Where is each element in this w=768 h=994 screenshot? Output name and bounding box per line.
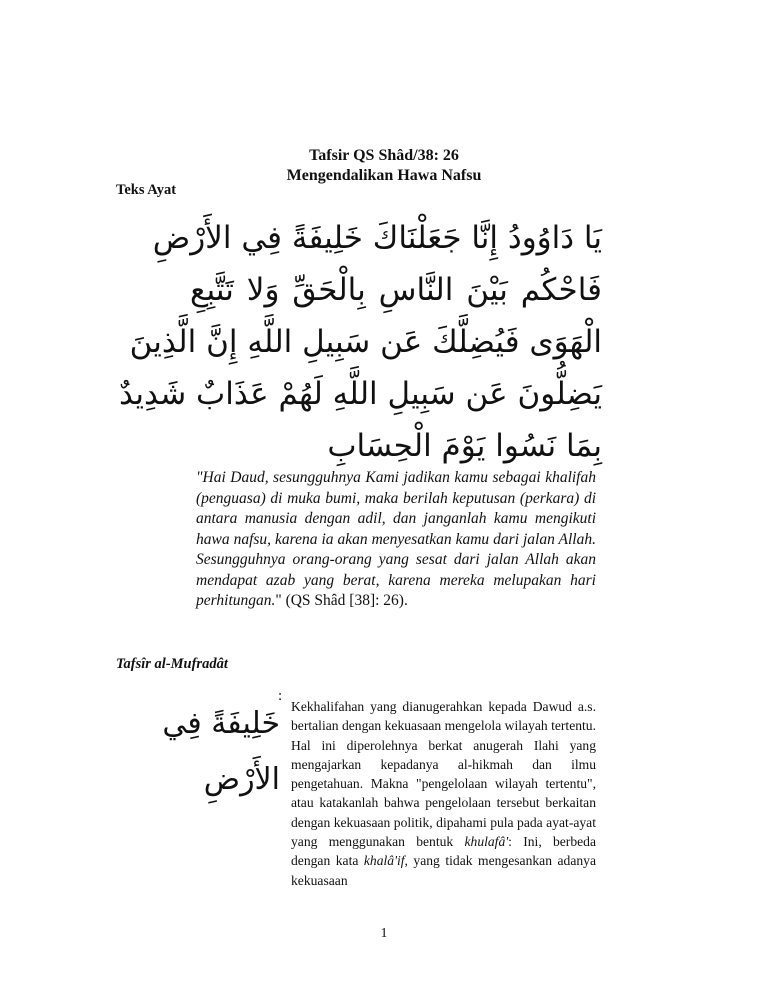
mufradat-term-line-2: الأَرْضِ <box>203 762 280 797</box>
arabic-verse-line-4: يَضِلُّونَ عَن سَبِيلِ اللَّهِ لَهُمْ عَذَابٌ شَدِيدٌ <box>119 376 602 412</box>
arabic-verse-line-5: بِمَا نَسُوا يَوْمَ الْحِسَابِ <box>327 428 602 464</box>
title-line-2: Mengendalikan Hawa Nafsu <box>286 167 482 184</box>
arabic-verse-line-1: يَا دَاوُودُ إِنَّا جَعَلْنَاكَ خَلِيفَةً فِي الأَرْضِ <box>152 220 602 256</box>
term-colon: : <box>278 688 283 704</box>
arabic-verse-line-3: الْهَوَى فَيُضِلَّكَ عَن سَبِيلِ اللَّهِ إِنَّ الَّذِينَ <box>129 324 602 360</box>
translation-close-quote: " <box>275 592 282 609</box>
explanation-text-2: : Ini, berbeda dengan kata <box>291 834 597 869</box>
title-line-1: Tafsir QS Shâd/38: 26 <box>309 147 459 164</box>
document-title <box>200 146 568 186</box>
arabic-verse-line-2: فَاحْكُم بَيْنَ النَّاسِ بِالْحَقِّ وَلا تَتَّبِعِ <box>190 272 602 308</box>
section-label-teks-ayat: Teks Ayat <box>116 182 177 198</box>
arabic-verse <box>119 212 602 472</box>
mufradat-term-line-1: خَلِيفَةً فِي <box>162 706 280 741</box>
explanation-term-khalaif: khalâ'if <box>363 853 405 869</box>
section-label-tafsir-mufradat: Tafsîr al-Mufradât <box>116 656 228 672</box>
explanation-text-1: Kekhalifahan yang dianugerahkan kepada Dawud a.s. bertalian dengan kekuasaan mengelola wilayah tertentu. Hal ini diperolehnya berkat anugerah Ilahi yang mengajarkan kepadanya al-hikmah dan ilmu pengetahuan. Makna "pengelolaan wilayah tertentu", atau katakanlah bahwa pengelolaan tersebut berkaitan dengan kekuasaan politik, dipahami pula pada ayat-ayat yang menggunakan bentuk <box>291 699 596 850</box>
translation-text: "Hai Daud, sesungguhnya Kami jadikan kamu sebagai khalifah (penguasa) di muka bumi, maka berilah keputusan (perkara) di antara manusia dengan adil, dan janganlah kamu mengikuti hawa nafsu, karena ia akan menyesatkan kamu dari jalan Allah. Sesungguhnya orang-orang yang sesat dari jalan Allah akan mendapat azab yang berat, karena mereka melupakan hari perhitungan. <box>196 469 596 609</box>
explanation-text-3: , yang tidak mengesankan adanya kekuasaan <box>291 853 596 888</box>
verse-translation <box>196 468 596 612</box>
explanation-term-khulafa: khulafâ' <box>464 834 509 850</box>
verse-citation: (QS Shâd [38]: 26). <box>281 592 408 609</box>
mufradat-explanation <box>291 697 596 890</box>
mufradat-term <box>116 696 280 808</box>
page-number: 1 <box>380 926 388 941</box>
